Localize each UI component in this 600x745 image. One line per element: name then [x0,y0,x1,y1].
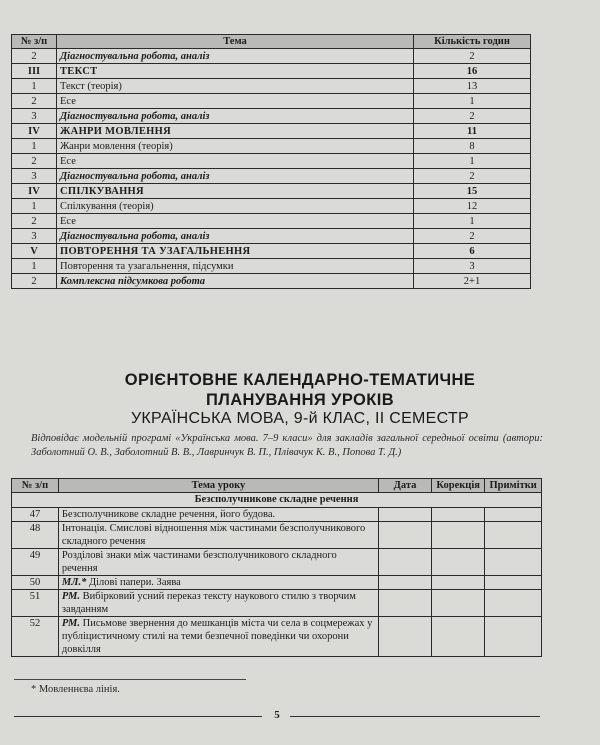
lesson-text: Вибірковий усний переказ тексту наукового стилю з творчим завданням [61,591,356,615]
lesson-number: 48 [12,522,59,549]
notes-cell[interactable] [485,617,542,657]
top-table-row [12,259,531,274]
header-date: Дата [378,479,431,493]
top-table-row [12,244,531,259]
correction-cell[interactable] [432,590,485,617]
page-title-line-2: ПЛАНУВАННЯ УРОКІВ [205,391,395,409]
footer-rule-left [14,716,262,717]
top-table-row [12,79,531,94]
lesson-topic [58,549,378,576]
lesson-table [11,478,542,657]
row-number: 2 [12,214,57,229]
top-table-row [12,124,531,139]
row-topic: СПІЛКУВАННЯ [57,184,414,199]
row-number: 1 [12,259,57,274]
row-number: 2 [12,49,57,64]
row-hours: 11 [414,124,531,139]
row-number: 3 [12,229,57,244]
row-hours: 3 [414,259,531,274]
lesson-label: РМ. [61,618,81,629]
notes-cell[interactable] [485,576,542,590]
lesson-number: 50 [12,576,59,590]
date-cell[interactable] [378,617,431,657]
notes-cell[interactable] [485,590,542,617]
row-hours: 2 [414,229,531,244]
footer-rule-right [290,716,540,717]
row-hours: 6 [414,244,531,259]
footnote-divider [14,679,246,680]
lesson-label: РМ. [61,591,81,602]
row-number: V [12,244,57,259]
row-number: ІV [12,124,57,139]
row-topic: Комплексна підсумкова робота [57,274,414,289]
row-hours: 2 [414,109,531,124]
row-hours: 1 [414,214,531,229]
row-topic: Есе [57,94,414,109]
top-table [11,34,531,289]
top-table-row [12,229,531,244]
row-topic: ТЕКСТ [57,64,414,79]
row-hours: 15 [414,184,531,199]
top-table-row [12,199,531,214]
correction-cell[interactable] [432,549,485,576]
correction-cell[interactable] [432,522,485,549]
date-cell[interactable] [378,576,431,590]
lesson-topic [58,590,378,617]
lesson-text: Безсполучникове складне речення, його будова. [61,509,276,520]
top-table-row [12,64,531,79]
lesson-number: 51 [12,590,59,617]
row-number: ІІІ [12,64,57,79]
row-hours: 12 [414,199,531,214]
row-number: 1 [12,139,57,154]
page-number: 5 [274,709,280,721]
header-number: № з/п [12,479,59,493]
row-topic: Жанри мовлення (теорія) [57,139,414,154]
lesson-text: Письмове звернення до мешканців міста чи села в соцмережах у публіцистичному стилі на теми безпечної поведінки чи охорони довкілля [61,618,373,655]
top-table-row [12,139,531,154]
header-lesson-topic: Тема уроку [58,479,378,493]
top-table-row [12,184,531,199]
notes-cell[interactable] [485,522,542,549]
date-cell[interactable] [378,508,431,522]
row-hours: 1 [414,94,531,109]
row-hours: 2 [414,49,531,64]
header-number: № з/п [12,35,57,49]
lesson-row [12,549,542,576]
lesson-text: Ділові папери. Заява [88,577,181,588]
lesson-number: 52 [12,617,59,657]
row-hours: 2 [414,169,531,184]
top-table-row [12,94,531,109]
header-hours: Кількість годин [414,35,531,49]
footnote: * Мовленнєва лінія. [31,684,120,695]
row-topic: ПОВТОРЕННЯ ТА УЗАГАЛЬНЕННЯ [57,244,414,259]
correction-cell[interactable] [432,508,485,522]
notes-cell[interactable] [485,549,542,576]
header-topic: Тема [57,35,414,49]
top-table-row [12,274,531,289]
lesson-row [12,590,542,617]
row-hours: 16 [414,64,531,79]
lesson-text: Інтонація. Смислові відношення між частинами безсполучникового складного речення [61,523,366,547]
row-number: 2 [12,154,57,169]
row-topic: Повторення та узагальнення, підсумки [57,259,414,274]
lesson-row [12,522,542,549]
lesson-topic [58,576,378,590]
row-topic: Спілкування (теорія) [57,199,414,214]
lesson-table-header [12,479,542,493]
top-table-row [12,169,531,184]
row-hours: 1 [414,154,531,169]
lesson-row [12,617,542,657]
row-topic: Есе [57,214,414,229]
section-row [12,493,542,508]
row-hours: 8 [414,139,531,154]
top-table-row [12,109,531,124]
top-table-row [12,214,531,229]
lesson-topic [58,522,378,549]
row-topic: Діагностувальна робота, аналіз [57,169,414,184]
row-number: 3 [12,169,57,184]
row-number: 3 [12,109,57,124]
row-topic: Діагностувальна робота, аналіз [57,49,414,64]
program-note: Відповідає модельній програмі «Українська мова. 7–9 класи» для закладів загальної середньої освіти (автори: Заболотний О. В., Заболотний В. В., Лавринчук В. П., Плівачук К. В., Попова Т. Д.) [31,433,543,458]
lesson-row [12,508,542,522]
lesson-topic [58,508,378,522]
lesson-label: МЛ.* [61,577,87,588]
header-correction: Корекція [432,479,485,493]
row-number: 2 [12,94,57,109]
section-title: Безсполучникове складне речення [12,493,542,508]
row-number: 1 [12,199,57,214]
correction-cell[interactable] [432,617,485,657]
notes-cell[interactable] [485,508,542,522]
date-cell[interactable] [378,590,431,617]
row-hours: 2+1 [414,274,531,289]
correction-cell[interactable] [432,576,485,590]
lesson-number: 47 [12,508,59,522]
row-topic: ЖАНРИ МОВЛЕННЯ [57,124,414,139]
lesson-number: 49 [12,549,59,576]
row-topic: Діагностувальна робота, аналіз [57,109,414,124]
page-subtitle: УКРАЇНСЬКА МОВА, 9-й КЛАС, ІІ СЕМЕСТР [130,410,470,427]
top-table-header [12,35,531,49]
row-number: 1 [12,79,57,94]
row-topic: Есе [57,154,414,169]
lesson-row [12,576,542,590]
page-title-line-1: ОРІЄНТОВНЕ КАЛЕНДАРНО-ТЕМАТИЧНЕ [124,371,476,389]
lesson-text: Розділові знаки між частинами безсполучникового складного речення [61,550,337,574]
row-number: 2 [12,274,57,289]
lesson-topic [58,617,378,657]
row-number: ІV [12,184,57,199]
row-hours: 13 [414,79,531,94]
row-topic: Текст (теорія) [57,79,414,94]
row-topic: Діагностувальна робота, аналіз [57,229,414,244]
top-table-row [12,49,531,64]
header-notes: Примітки [485,479,542,493]
date-cell[interactable] [378,522,431,549]
date-cell[interactable] [378,549,431,576]
top-table-row [12,154,531,169]
